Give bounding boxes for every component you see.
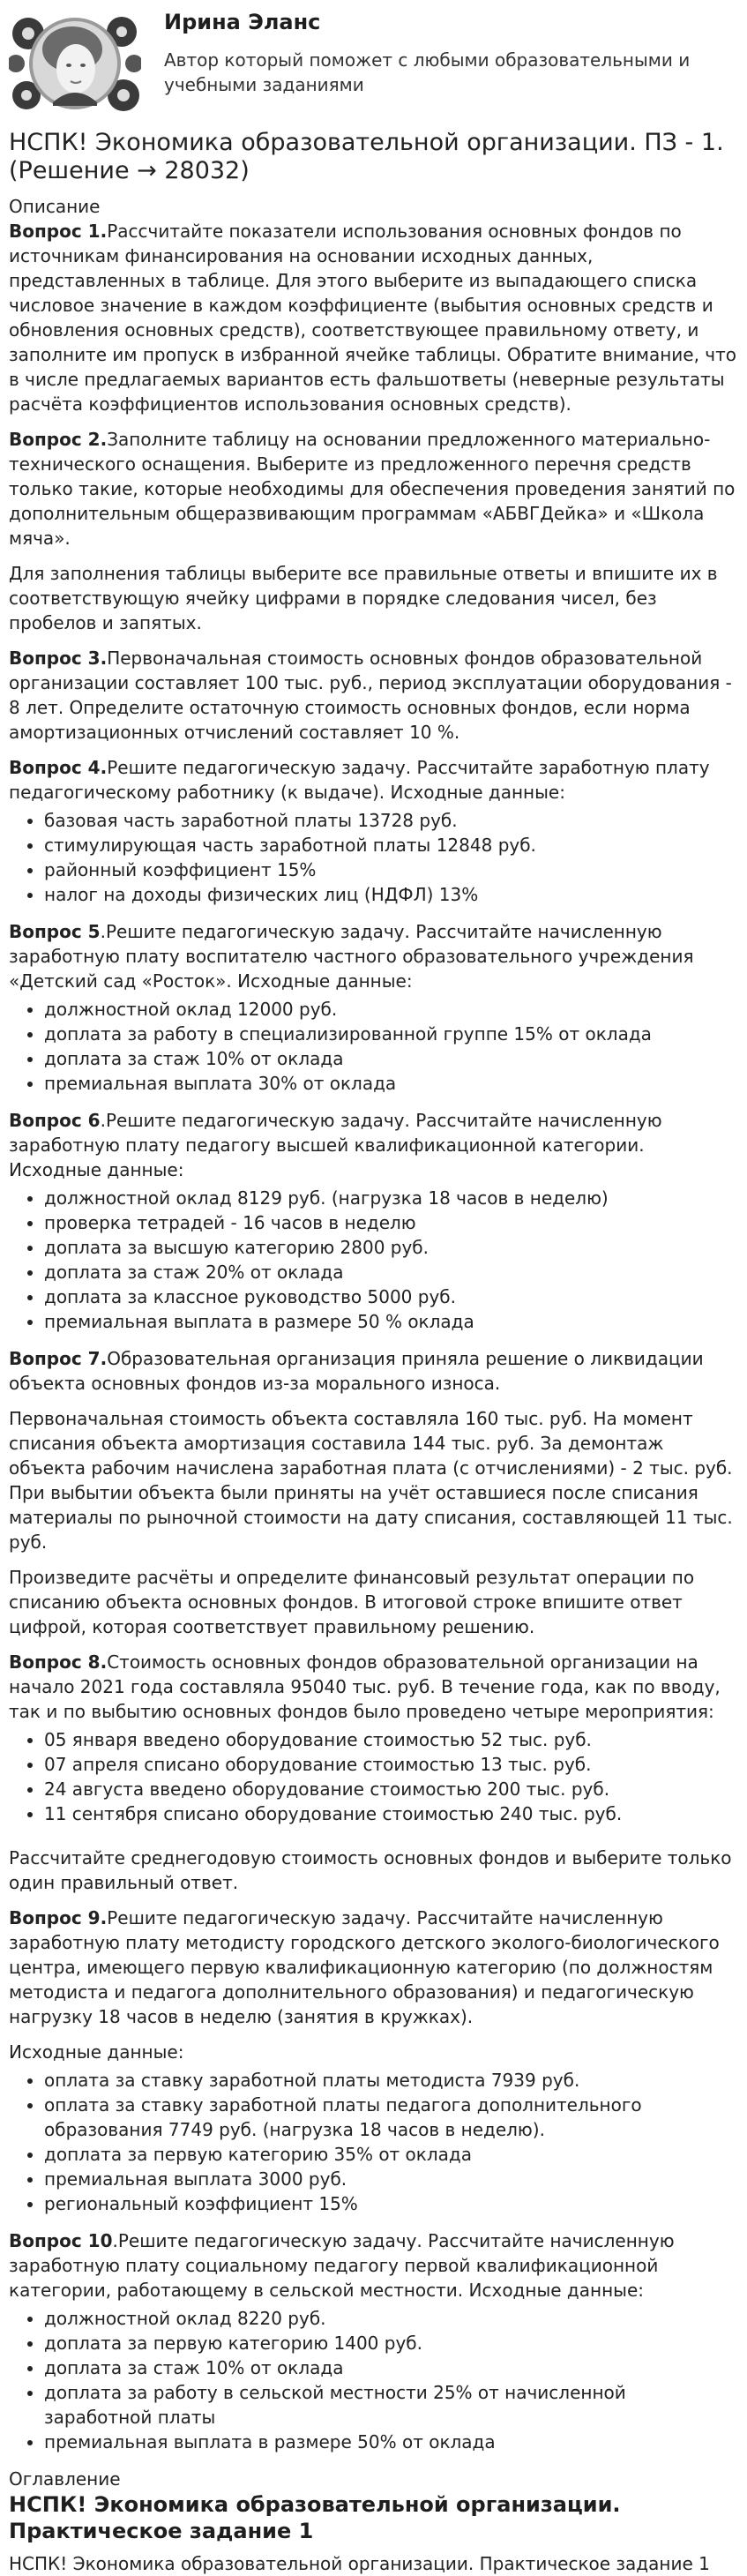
list-item: • должностной оклад 8220 руб. [44,2306,738,2331]
question-7-text-3: Произведите расчёты и определите финансовый результат операции по списанию объекта основных фондов. В итоговой строке впишите ответ цифрой, которая соответствует правильному решению. [9,1567,695,1637]
list-item: • базовая часть заработной платы 13728 руб. [44,808,738,833]
description-label: Описание [9,196,101,217]
question-3-label: Вопрос 3. [9,648,108,669]
question-1 [9,219,738,416]
question-7-text-2: Первоначальная стоимость объекта составляла 160 тыс. руб. На момент списания объекта амортизация составила 144 тыс. руб. За демонтаж объекта рабочим начислена заработная плата (с отчислениями) - 2 тыс. руб. При выбытии объекта были приняты на учёт оставшиеся после списания материалы по рыночной стоимости на дату списания, составляющей 11 тыс. руб. [9,1408,733,1553]
list-item: • 24 августа введено оборудование стоимостью 200 тыс. руб. [44,1777,738,1801]
list-item: • 07 апреля списано оборудование стоимостью 13 тыс. руб. [44,1752,738,1777]
list-item: • премиальная выплата 3000 руб. [44,2167,738,2191]
list-item: • доплата за работу в специализированной группе 15% от оклада [44,1022,738,1046]
question-9-list [9,2068,738,2216]
question-7 [9,1346,738,1396]
page-title: НСПК! Экономика образовательной организации. ПЗ - 1. (Решение → 28032) [9,129,724,184]
question-8 [9,1650,738,1724]
question-2-text: Заполните таблицу на основании предложенного материально-технического оснащения. Выберите из предложенного перечня средств только такие, которые необходимы для обеспечения проведения занятий по дополнительным общеразвивающим программам «АБВГДейка» и «Школа мяча». [9,429,736,549]
question-4-label: Вопрос 4. [9,757,108,778]
question-3 [9,646,738,745]
question-5 [9,919,738,993]
question-1-label: Вопрос 1. [9,221,108,242]
list-item: • премиальная выплата 30% от оклада [44,1071,738,1096]
list-item: • доплата за первую категорию 1400 руб. [44,2331,738,2355]
question-7-text: Образовательная организация приняла решение о ликвидации объекта основных фондов из-за морального износа. [9,1348,704,1394]
list-item: • доплата за работу в сельской местности 25% от начисленной заработной платы [44,2380,738,2430]
question-9-text-2: Исходные данные: [9,2041,184,2063]
question-6-text: .Решите педагогическую задачу. Рассчитайте начисленную заработную плату педагогу высшей квалификационной категории. Исходные данные: [9,1110,662,1180]
question-5-text: .Решите педагогическую задачу. Рассчитайте начисленную заработную плату воспитателю частного образовательного учреждения «Детский сад «Росток». Исходные данные: [9,921,694,992]
author-name[interactable]: Ирина Эланс [164,10,321,34]
list-item: • доплата за стаж 20% от оклада [44,1260,738,1284]
question-6 [9,1108,738,1182]
question-4-list [9,808,738,907]
list-item: • проверка тетрадей - 16 часов в неделю [44,1210,738,1235]
author-avatar[interactable] [9,7,141,120]
list-item: • доплата за первую категорию 35% от оклада [44,2142,738,2167]
author-description: Автор который поможет с любыми образовательными и учебными заданиями [164,49,691,95]
list-item: • премиальная выплата в размере 50% от оклада [44,2430,738,2454]
avatar-image [9,7,141,120]
list-item: • 05 января введено оборудование стоимостью 52 тыс. руб. [44,1727,738,1752]
author-block [9,0,738,124]
question-10-text: .Решите педагогическую задачу. Рассчитайте начисленную заработную плату социальному педагогу первой квалификационной категории, работающему в сельской местности. Исходные данные: [9,2230,675,2301]
list-item: • 11 сентября списано оборудование стоимостью 240 тыс. руб. [44,1801,738,1826]
list-item: • доплата за высшую категорию 2800 руб. [44,1235,738,1260]
toc-item[interactable]: НСПК! Экономика образовательной организации. Практическое задание 1 [9,2553,710,2574]
question-10-label: Вопрос 10 [9,2230,113,2251]
question-10 [9,2228,738,2303]
list-item: • должностной оклад 12000 руб. [44,997,738,1022]
list-item: • стимулирующая часть заработной платы 12848 руб. [44,833,738,857]
list-item: • доплата за стаж 10% от оклада [44,1046,738,1071]
list-item: • премиальная выплата в размере 50 % оклада [44,1309,738,1334]
toc-title: НСПК! Экономика образовательной организации. Практическое задание 1 [9,2492,621,2543]
question-3-text: Первоначальная стоимость основных фондов образовательной организации составляет 100 тыс. руб., период эксплуатации оборудования - 8 лет. Определите остаточную стоимость основных фондов, если норма амортизационных отчислений составляет 10 %. [9,648,732,743]
question-9 [9,1906,738,2029]
question-6-label: Вопрос 6 [9,1110,101,1131]
question-4 [9,755,738,805]
list-item: • оплата за ставку заработной платы методиста 7939 руб. [44,2068,738,2093]
question-2 [9,427,738,550]
question-5-label: Вопрос 5 [9,921,101,942]
list-item: • доплата за стаж 10% от оклада [44,2355,738,2380]
question-6-list [9,1186,738,1334]
question-10-list [9,2306,738,2454]
list-item: • налог на доходы физических лиц (НДФЛ) 13% [44,882,738,907]
question-4-text: Решите педагогическую задачу. Рассчитайте заработную плату педагогическому работнику (к выдаче). Исходные данные: [9,757,710,803]
list-item: • региональный коэффициент 15% [44,2191,738,2216]
question-8-text: Стоимость основных фондов образовательной организации на начало 2021 года составляла 95040 тыс. руб. В течение года, как по вводу, так и по выбытию основных фондов было проведено четыре мероприятия: [9,1651,721,1722]
question-5-list [9,997,738,1096]
author-info [164,7,693,97]
question-9-label: Вопрос 9. [9,1907,108,1928]
list-item: • доплата за классное руководство 5000 руб. [44,1284,738,1309]
list-item: • должностной оклад 8129 руб. (нагрузка 18 часов в неделю) [44,1186,738,1210]
toc-label: Оглавление [9,2468,121,2490]
list-item: • оплата за ставку заработной платы педагога дополнительного образования 7749 руб. (нагрузка 18 часов в неделю). [44,2093,738,2142]
question-8-text-2: Рассчитайте среднегодовую стоимость основных фондов и выберите только один правильный ответ. [9,1847,732,1893]
list-item: • районный коэффициент 15% [44,857,738,882]
question-1-text: Рассчитайте показатели использования основных фондов по источникам финансирования на основании исходных данных, представленных в таблице. Для этого выберите из выпадающего списка числовое значение в каждом коэффициенте (выбытия основных средств и обновления основных средств), соответствующее правильному ответу, и заполните им пропуск в избранной ячейке таблицы. Обратите внимание, что в числе предлагаемых вариантов есть фальшответы (неверные результаты расчёта коэффициентов использования основных средств). [9,221,736,415]
question-8-label: Вопрос 8. [9,1651,108,1673]
question-9-text: Решите педагогическую задачу. Рассчитайте начисленную заработную плату методисту городского детского эколого-биологического центра, имеющего первую квалификационную категорию (по должностям методиста и педагога дополнительного образования) и педагогическую нагрузку 18 часов в неделю (занятия в кружках). [9,1907,720,2027]
question-2-label: Вопрос 2. [9,429,108,450]
question-2-text-2: Для заполнения таблицы выберите все правильные ответы и впишите их в соответствующую ячейку цифрами в порядке следования чисел, без пробелов и запятых. [9,563,718,633]
question-7-label: Вопрос 7. [9,1348,108,1369]
question-8-list [9,1727,738,1826]
